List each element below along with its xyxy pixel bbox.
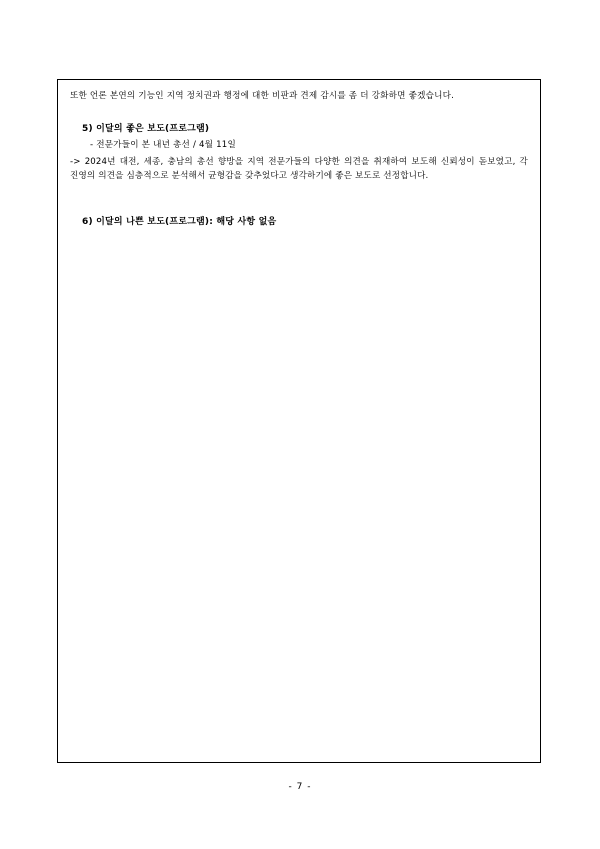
intro-paragraph: 또한 언론 본연의 기능인 지역 정치권과 행정에 대한 비판과 견제 감시를 좀 더 강화하면 좋겠습니다. (70, 91, 455, 101)
content-frame (57, 79, 541, 763)
section-5-item: - 전문가들이 본 내년 총선 / 4월 11일 (90, 140, 236, 150)
section-5-body: -> 2024년 대전, 세종, 충남의 총선 향방을 지역 전문가들의 다양한 의견을 취재하여 보도해 신뢰성이 돋보였고, 각 진영의 의견을 심층적으로 분석해서 균형감을 갖추었다고 생각하기에 좋은 보도로 선정합니다. (70, 157, 528, 181)
section-5-heading: 5) 이달의 좋은 보도(프로그램) (82, 124, 210, 134)
page-number: - 7 - (288, 782, 312, 792)
section-6-heading: 6) 이달의 나쁜 보도(프로그램): 해당 사항 없음 (82, 217, 277, 227)
